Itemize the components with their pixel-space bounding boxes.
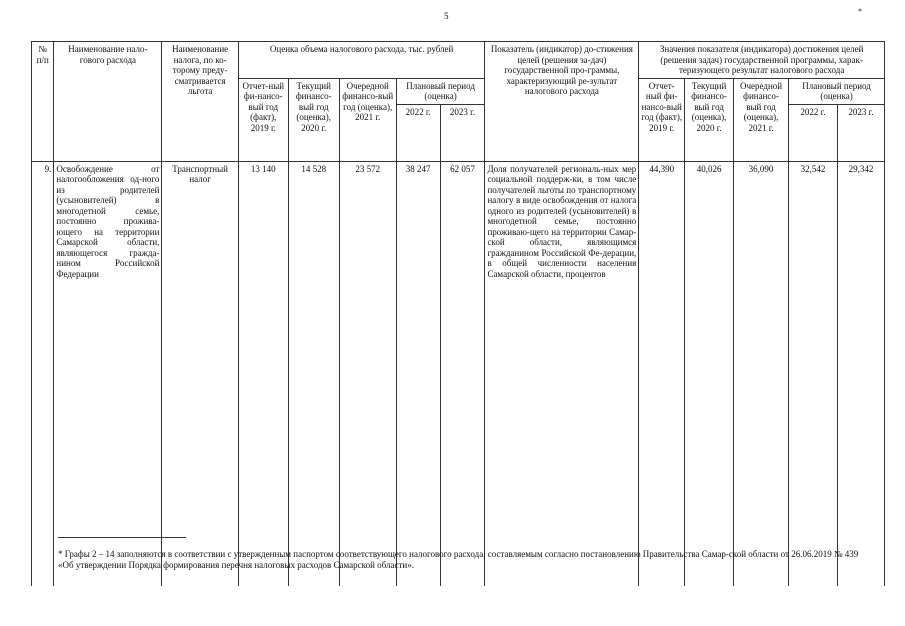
header-tax-expense-name: Наименование нало-гового расхода: [54, 42, 162, 162]
header-row-1: [32, 42, 885, 79]
header-value-report-year: Отчет-ный фи-нансо-вый год (факт), 2019 г.: [639, 78, 685, 161]
table-row: [32, 161, 885, 586]
row-value-2021: 36,090: [734, 161, 789, 586]
header-estimate-current-year: Текущий финансо-вый год (оценка), 2020 г.: [288, 78, 339, 161]
page-number: 5: [444, 11, 449, 21]
row-value-2019: 44,390: [639, 161, 685, 586]
row-value-2022: 32,542: [789, 161, 838, 586]
header-indicator-values-group: Значения показателя (индикатора) достижения целей (решения задач) государственной программы, харак-теризующего результат налогового расхода: [639, 42, 885, 79]
header-estimate-2022: 2022 г.: [396, 104, 440, 161]
row-estimate-2023: 62 057: [440, 161, 485, 586]
header-value-2023: 2023 г.: [837, 104, 884, 161]
header-indicator: Показатель (индикатор) до-стижения целей (решения за-дач) государственной про-граммы, характеризующий ре-зультат налогового расхода: [485, 42, 639, 162]
row-value-2023: 29,342: [837, 161, 884, 586]
header-value-next-year: Очередной финансо-вый год (оценка), 2021 г.: [734, 78, 789, 161]
row-indicator: Доля получателей региональ-ных мер социальной поддерж-ки, в том числе получателей льготы по транспортному налогу в виде освобождения от налога одного из родителей (усыновителей) в многодетной семье, постоянно проживаю-щего на территории Самар-ской области, являющимся гражданином Российской Фе-дерации, в общей численности населения Самарской области, процентов: [485, 161, 639, 586]
row-value-2020: 40,026: [685, 161, 734, 586]
footnote-separator: [58, 537, 186, 538]
header-tax-name: Наименование налога, по ко-торому преду-сматривается льгота: [162, 42, 238, 162]
header-estimate-2023: 2023 г.: [440, 104, 485, 161]
header-estimate-planned-period: Плановый период (оценка): [396, 78, 485, 104]
header-number: № п/п: [32, 42, 54, 162]
header-value-current-year: Текущий финансо-вый год (оценка), 2020 г.: [685, 78, 734, 161]
row-tax-name: Транспортный налог: [162, 161, 238, 586]
row-estimate-2021: 23 572: [339, 161, 396, 586]
tax-expense-table: [31, 41, 885, 586]
header-estimate-next-year: Очередной финансо-вый год (оценка), 2021 г.: [339, 78, 396, 161]
header-value-planned-period: Плановый период (оценка): [789, 78, 885, 104]
row-estimate-2019: 13 140: [238, 161, 288, 586]
header-estimate-group: Оценка объема налогового расхода, тыс. рублей: [238, 42, 485, 79]
row-estimate-2020: 14 528: [288, 161, 339, 586]
footnote: * Графы 2 – 14 заполняются в соответствии с утвержденным паспортом соответствующего налогового расхода, составляемым согласно постановлению Правительства Самар-ской области от 26.06.2019 № 439 «Об утверждении Порядка формирования перечня налоговых расходов Самарской области».: [58, 549, 859, 570]
row-estimate-2022: 38 247: [396, 161, 440, 586]
header-estimate-report-year: Отчет-ный фи-нансо-вый год (факт), 2019 г.: [238, 78, 288, 161]
header-value-2022: 2022 г.: [789, 104, 838, 161]
row-tax-expense-name: Освобождение от налогообложения од-ного из родителей (усыновителей) в многодетной семье, постоянно прожива-ющего на территории Самарской области, являющегося гражда-нином Российской Федерации: [54, 161, 162, 586]
row-number: 9.: [32, 161, 54, 586]
corner-mark: *: [858, 7, 862, 16]
